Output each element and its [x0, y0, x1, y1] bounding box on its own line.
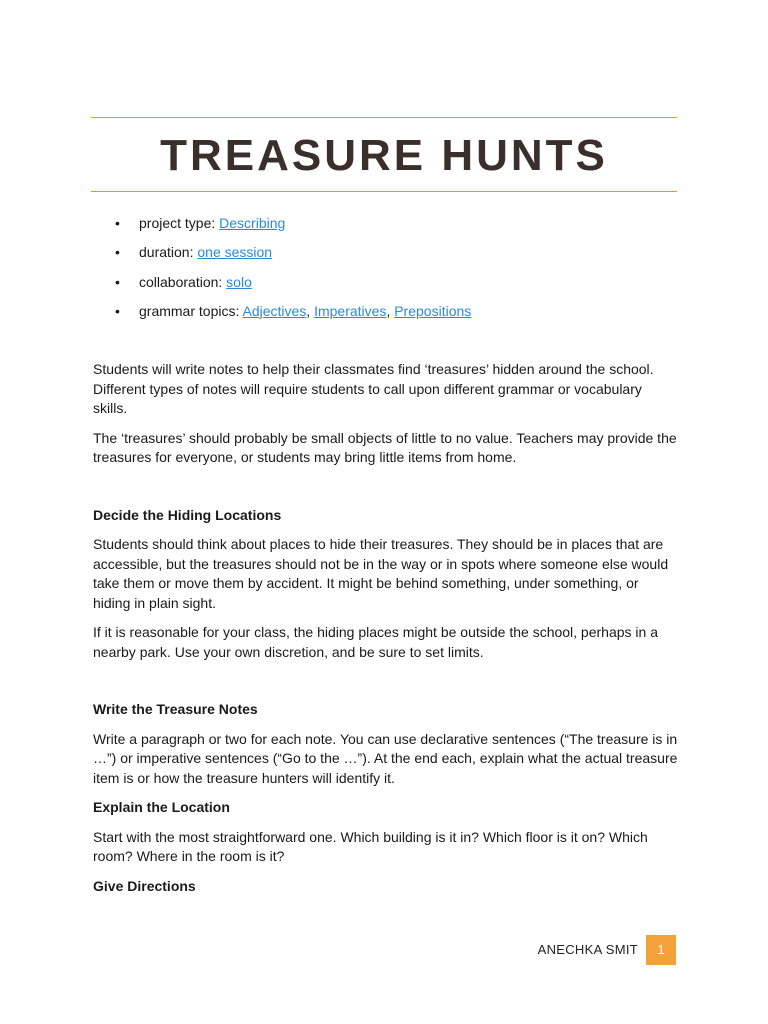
project-meta-list — [93, 213, 471, 330]
page-title: TREASURE HUNTS — [160, 131, 608, 180]
link-solo[interactable]: solo — [226, 273, 252, 290]
bullet-icon: • — [115, 244, 120, 261]
meta-project-type — [93, 213, 471, 242]
intro-paragraph-1: Students will write notes to help their classmates find ‘treasures’ hidden around the school. Different types of notes will require students to call upon different grammar or vocabulary skills. — [93, 361, 654, 416]
page-number-badge: 1 — [646, 935, 676, 965]
meta-label: project type: — [139, 215, 220, 231]
link-one-session[interactable]: one session — [197, 244, 273, 261]
meta-label: grammar topics: — [139, 302, 243, 319]
section-heading-give-directions: Give Directions — [93, 877, 196, 894]
page-footer — [0, 935, 768, 965]
section-heading-treasure-notes: Write the Treasure Notes — [93, 701, 258, 717]
link-imperatives[interactable]: Imperatives — [314, 302, 387, 319]
meta-duration — [93, 242, 471, 271]
explain-location-paragraph: Start with the most straightforward one. Which building is it in? Which floor is it on? Which room? Where in the room is it? — [93, 828, 648, 864]
bullet-icon: • — [115, 215, 120, 231]
footer-author: ANECHKA SMIT — [537, 942, 638, 957]
section-heading-hiding-locations: Decide the Hiding Locations — [93, 506, 282, 523]
meta-label: duration: — [139, 244, 198, 261]
intro-paragraph-2: The ‘treasures’ should probably be small objects of little to no value. Teachers may provide the treasures for everyone, or students may bring little items from home. — [93, 429, 677, 465]
hiding-paragraph-2: If it is reasonable for your class, the hiding places might be outside the school, perhaps in a nearby park. Use your own discretion, and be sure to set limits. — [93, 624, 658, 660]
bullet-icon: • — [115, 302, 120, 319]
bullet-icon: • — [115, 273, 120, 290]
section-heading-explain-location: Explain the Location — [93, 799, 230, 815]
meta-collaboration — [93, 272, 471, 301]
link-describing[interactable]: Describing — [219, 215, 286, 231]
link-adjectives[interactable]: Adjectives — [242, 302, 307, 319]
link-prepositions[interactable]: Prepositions — [394, 302, 472, 319]
title-rule-top — [91, 117, 677, 118]
meta-label: collaboration: — [139, 273, 227, 290]
meta-grammar-topics: • grammar topics: Adjectives, Imperatives, Prepositions — [115, 302, 472, 319]
treasure-notes-paragraph: Write a paragraph or two for each note. You can use declarative sentences (“The treasure is in …”) or imperative sentences (“Go to the …”). At the end each, explain what the actual treasure item is or how the treasure hunters will identify it. — [93, 730, 678, 786]
title-rule-bottom — [91, 191, 677, 192]
document-body — [93, 360, 679, 896]
hiding-paragraph-1: Students should think about places to hide their treasures. They should be in places that are accessible, but the treasures should not be in the way or in spots where someone else would take them or move them by accident. It might be behind something, under something, or hiding in plain sight. — [93, 536, 669, 611]
